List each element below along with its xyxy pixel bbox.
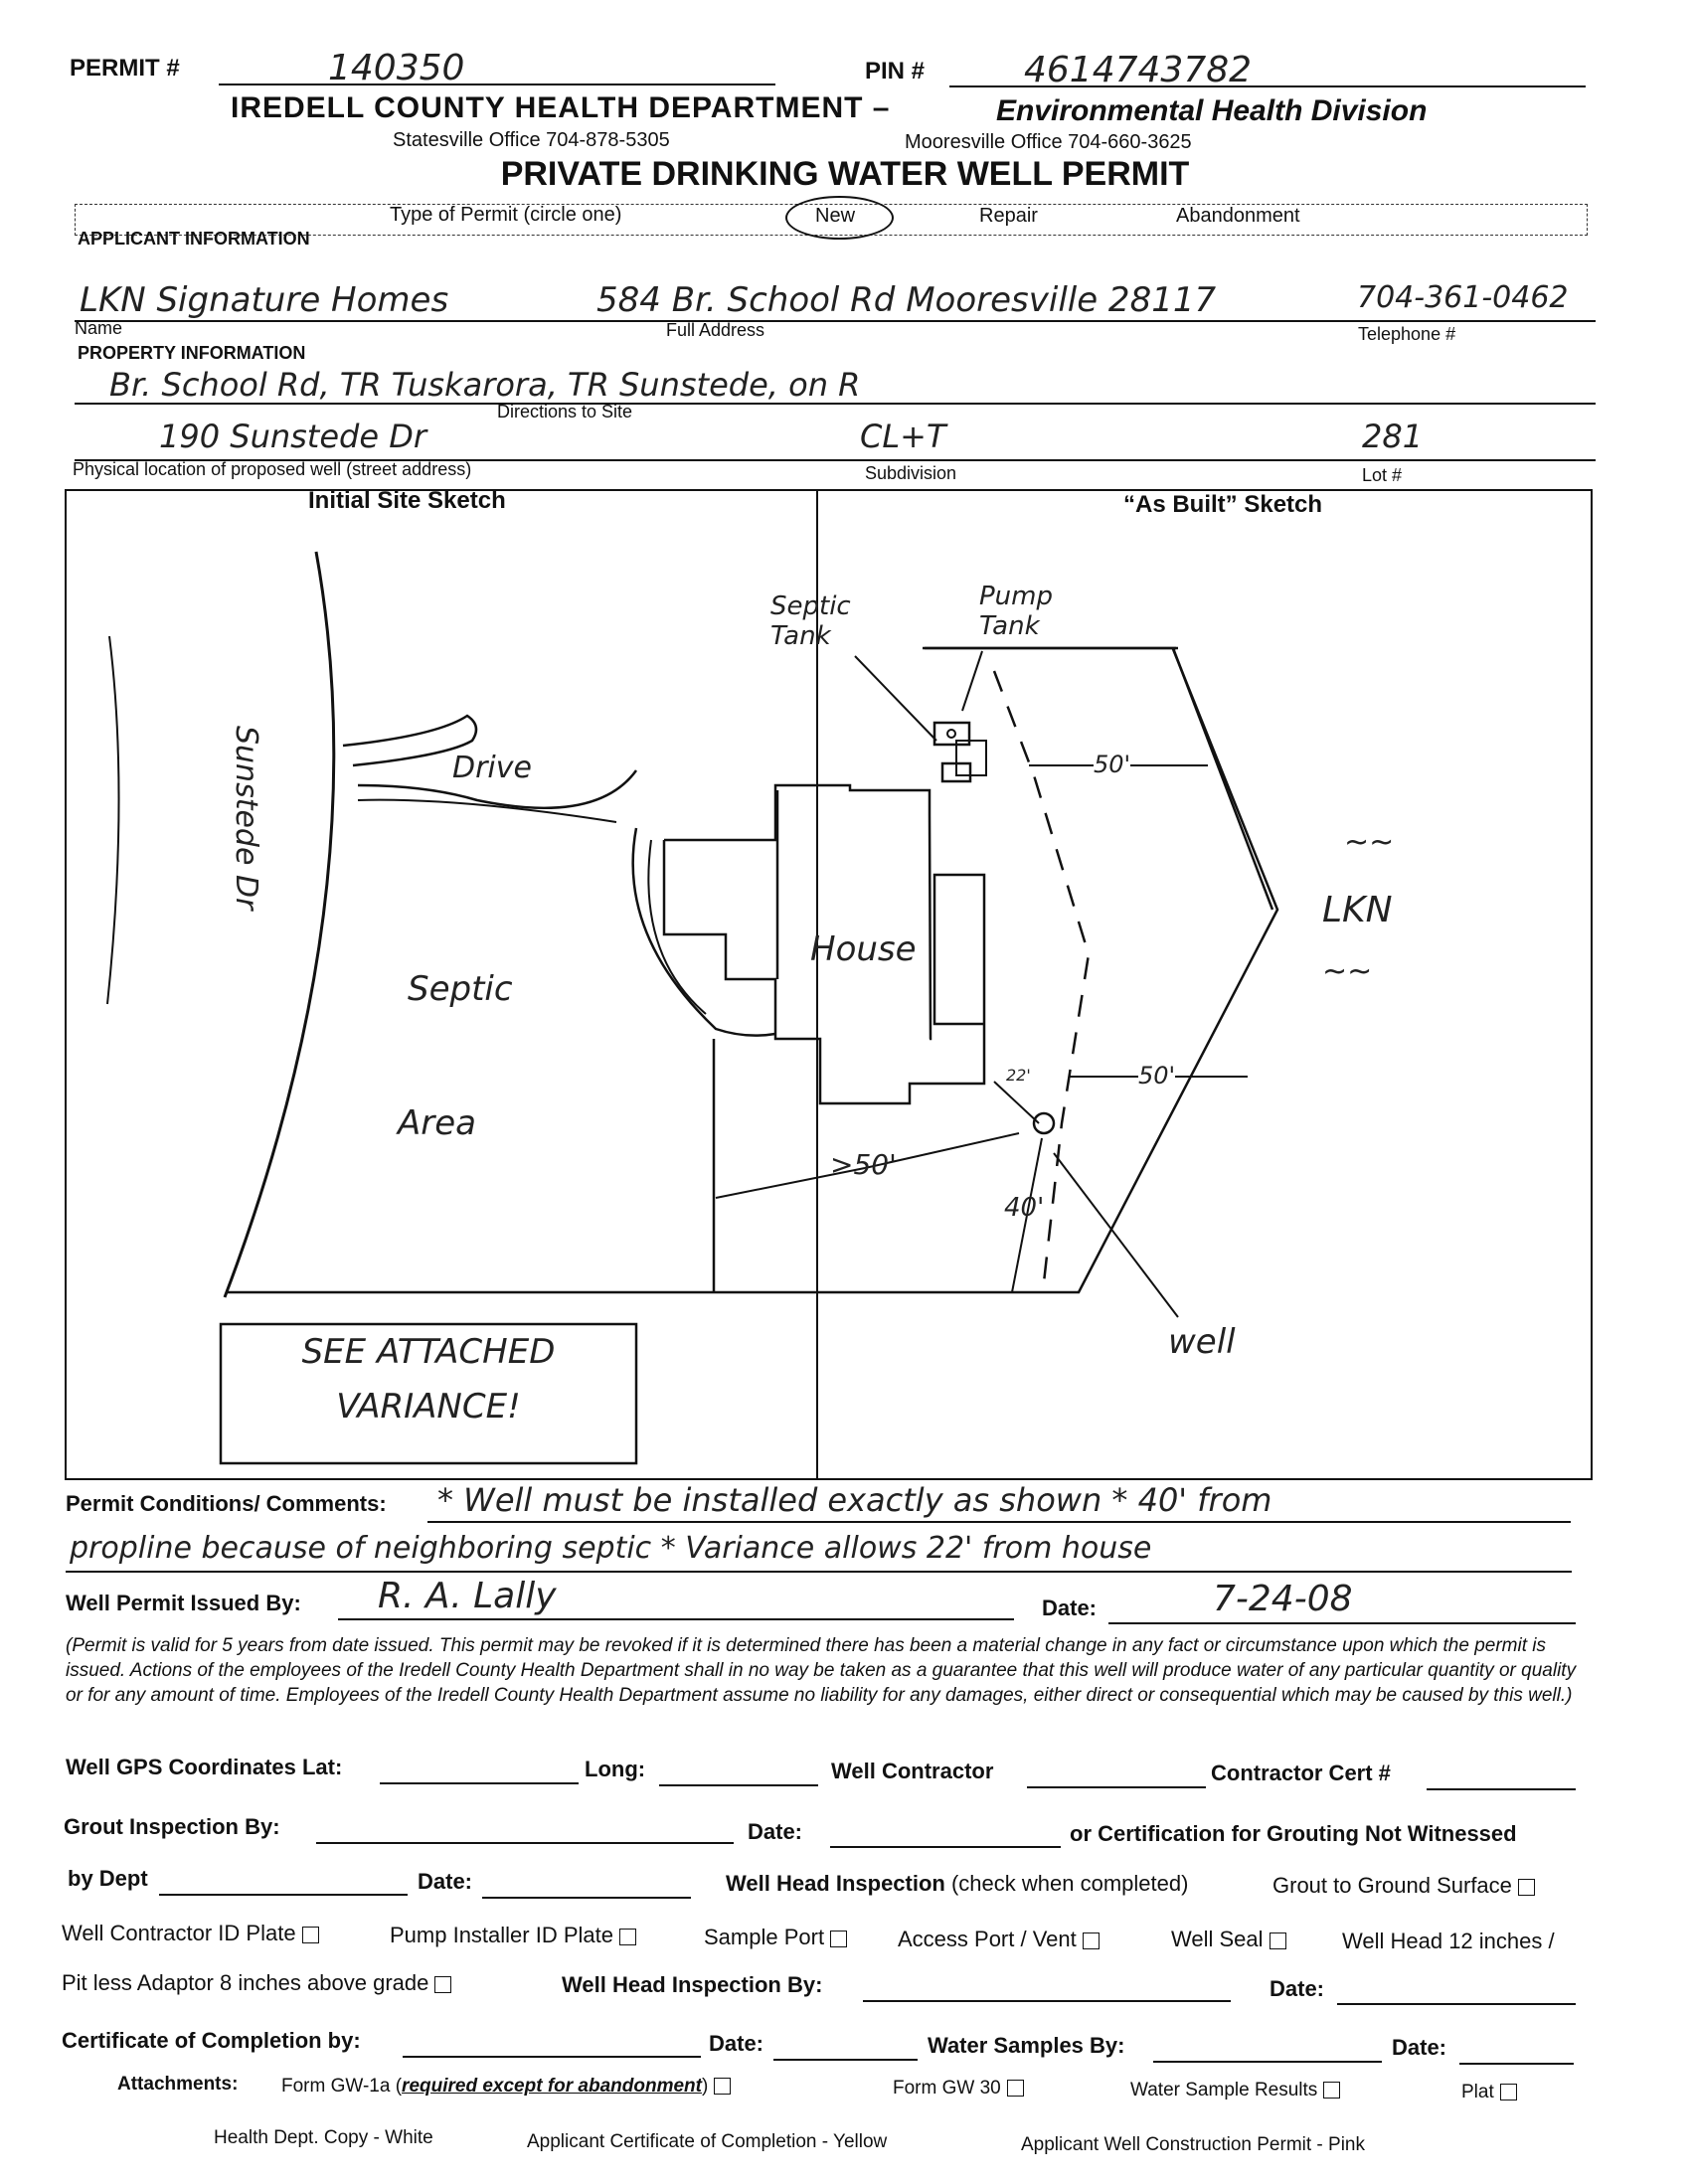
water-wave-1: ~~ [1344, 825, 1395, 860]
water-samples-label: Water Samples By: [928, 2033, 1125, 2058]
gw30-checkbox[interactable] [1007, 2080, 1024, 2097]
dist-gt50: >50' [830, 1148, 897, 1181]
lot-label: Lot # [1362, 465, 1403, 485]
drive-label: Drive [452, 751, 532, 785]
access-port-check[interactable] [898, 1927, 1100, 1952]
gw1a-prefix: Form GW-1a ( [281, 2076, 403, 2097]
grout-surface-label: Grout to Ground Surface [1272, 1873, 1512, 1898]
grout-inspection-label: Grout Inspection By: [64, 1814, 280, 1839]
asbuilt-sketch-title: “As Built” Sketch [1123, 491, 1323, 518]
well-seal-check[interactable] [1171, 1927, 1286, 1952]
grout-inspection-field[interactable] [316, 1842, 734, 1844]
water-wave-2: ~~ [1322, 954, 1373, 989]
copy-health-dept: Health Dept. Copy - White [214, 2127, 433, 2148]
wellhead-inspection-label: Well Head Inspection [726, 1871, 945, 1896]
water-samples-field[interactable] [1153, 2061, 1382, 2063]
sample-port-label: Sample Port [704, 1925, 825, 1949]
dist-50-top: 50' [1094, 751, 1131, 778]
sample-port-check[interactable] [704, 1925, 847, 1950]
dist-22: 22' [1006, 1066, 1031, 1085]
variance-note-line2: VARIANCE! [336, 1387, 521, 1427]
permit-type-abandonment[interactable]: Abandonment [1176, 205, 1300, 227]
septic-tank-label: Septic Tank [770, 591, 851, 651]
pump-tank-label: Pump Tank [979, 582, 1053, 641]
gps-lat-label: Well GPS Coordinates Lat: [66, 1755, 343, 1779]
issued-by-label: Well Permit Issued By: [66, 1591, 301, 1615]
property-subdivision[interactable]: CL+T [860, 418, 946, 455]
form-title: PRIVATE DRINKING WATER WELL PERMIT [500, 155, 1190, 193]
by-dept-field[interactable] [159, 1894, 408, 1896]
wh-inspection-by-label: Well Head Inspection By: [562, 1972, 823, 1997]
house-label: House [810, 929, 917, 969]
water-results-checkbox[interactable] [1323, 2082, 1340, 2099]
grout-surface-check[interactable] [1272, 1873, 1535, 1899]
contractor-plate-check[interactable] [62, 1921, 319, 1946]
plat-check[interactable] [1461, 2082, 1517, 2103]
by-dept-date-field[interactable] [482, 1897, 691, 1899]
issued-date-underline [1108, 1622, 1576, 1624]
gw30-label: Form GW 30 [893, 2078, 1001, 2099]
permit-type-repair[interactable]: Repair [979, 205, 1038, 227]
conditions-line1[interactable]: * Well must be installed exactly as shown * 40' from [437, 1481, 1272, 1519]
pitless-check[interactable] [62, 1970, 451, 1996]
gps-long-field[interactable] [659, 1784, 818, 1786]
attachments-label: Attachments: [117, 2074, 239, 2095]
pump-plate-check[interactable] [390, 1923, 636, 1948]
location-label: Physical location of proposed well (street address) [73, 459, 472, 479]
pitless-label: Pit less Adaptor 8 inches above grade [62, 1970, 429, 1995]
issued-date-value[interactable]: 7-24-08 [1213, 1579, 1353, 1619]
well-contractor-field[interactable] [1027, 1786, 1206, 1788]
wh-inspection-date-field[interactable] [1337, 2003, 1576, 2005]
gw1a-required: required except for abandonment [402, 2076, 702, 2097]
sample-port-checkbox[interactable] [830, 1931, 847, 1947]
by-dept-label: by Dept [68, 1866, 148, 1891]
dist-50-mid: 50' [1138, 1062, 1176, 1090]
water-results-label: Water Sample Results [1130, 2080, 1318, 2100]
well-seal-label: Well Seal [1171, 1927, 1264, 1951]
water-samples-date-field[interactable] [1459, 2063, 1574, 2065]
well-seal-checkbox[interactable] [1270, 1932, 1286, 1949]
grout-date-label: Date: [748, 1819, 803, 1844]
property-directions[interactable]: Br. School Rd, TR Tuskarora, TR Sunstede, on R [109, 366, 861, 404]
wellhead-inspection-note: (check when completed) [950, 1871, 1189, 1896]
applicant-phone[interactable]: 704-361-0462 [1357, 280, 1569, 315]
road-edge-right [225, 552, 334, 1297]
gps-lat-field[interactable] [380, 1782, 579, 1784]
variance-note-line1: SEE ATTACHED [301, 1332, 556, 1372]
permit-number-label: PERMIT # [70, 55, 180, 82]
water-samples-date-label: Date: [1392, 2035, 1447, 2060]
pin-value[interactable]: 4614743782 [1024, 50, 1253, 90]
property-line [227, 648, 1277, 1292]
property-lot[interactable]: 281 [1362, 418, 1424, 455]
plat-checkbox[interactable] [1500, 2084, 1517, 2100]
contractor-cert-field[interactable] [1427, 1788, 1576, 1790]
permit-type-new[interactable]: New [815, 205, 856, 227]
area-label: Area [398, 1103, 476, 1143]
statesville-office: Statesville Office 704-878-5305 [393, 129, 670, 151]
access-port-checkbox[interactable] [1083, 1932, 1100, 1949]
wh-inspection-date-label: Date: [1270, 1976, 1325, 2001]
initial-sketch-title: Initial Site Sketch [308, 487, 506, 514]
property-street-address[interactable]: 190 Sunstede Dr [159, 418, 426, 455]
well-label: well [1168, 1322, 1236, 1362]
property-section-label: PROPERTY INFORMATION [78, 343, 306, 363]
permit-type-label: Type of Permit (circle one) [390, 204, 622, 226]
gw30-check[interactable] [893, 2078, 1024, 2100]
gps-long-label: Long: [585, 1757, 646, 1781]
road-edge-left [107, 636, 119, 1004]
pump-plate-label: Pump Installer ID Plate [390, 1923, 613, 1947]
completion-by-label: Certificate of Completion by: [62, 2028, 361, 2053]
setback-dashed-line [994, 671, 1089, 1282]
contractor-cert-label: Contractor Cert # [1211, 1761, 1391, 1785]
conditions-underline1 [427, 1521, 1571, 1523]
well-contractor-label: Well Contractor [831, 1759, 994, 1783]
house-outline [664, 785, 931, 1039]
wh-inspection-by-field[interactable] [863, 2000, 1231, 2002]
pitless-checkbox[interactable] [434, 1976, 451, 1993]
issued-by-underline [338, 1618, 1014, 1620]
pump-plate-checkbox[interactable] [619, 1929, 636, 1945]
dist-40: 40' [1004, 1193, 1045, 1223]
directions-label: Directions to Site [497, 402, 633, 421]
applicant-name[interactable]: LKN Signature Homes [80, 280, 449, 320]
applicant-section-label: APPLICANT INFORMATION [78, 229, 310, 249]
copy-applicant-cert: Applicant Certificate of Completion - Yellow [527, 2131, 888, 2152]
grout-surface-checkbox[interactable] [1518, 1879, 1535, 1896]
lkn-label: LKN [1322, 890, 1393, 930]
road-label: Sunstede Dr [229, 726, 263, 911]
department-name: IREDELL COUNTY HEALTH DEPARTMENT – [231, 91, 891, 124]
well-marker [1034, 1113, 1054, 1133]
plat-label: Plat [1461, 2082, 1494, 2102]
copy-applicant-permit: Applicant Well Construction Permit - Pink [1021, 2134, 1365, 2155]
permit-number-value[interactable]: 140350 [328, 48, 465, 88]
conditions-underline2 [66, 1571, 1572, 1573]
pin-label: PIN # [865, 58, 926, 84]
gw1a-suffix: ) [702, 2076, 709, 2097]
water-results-check[interactable] [1130, 2080, 1340, 2101]
issued-date-label: Date: [1042, 1596, 1098, 1620]
grout-date-field[interactable] [830, 1846, 1061, 1848]
completion-by-field[interactable] [403, 2056, 701, 2058]
applicant-phone-label: Telephone # [1358, 324, 1456, 344]
gw1a-checkbox[interactable] [714, 2078, 731, 2095]
subdivision-label: Subdivision [865, 463, 957, 483]
access-port-label: Access Port / Vent [898, 1927, 1077, 1951]
contractor-plate-checkbox[interactable] [302, 1927, 319, 1943]
completion-date-field[interactable] [773, 2059, 918, 2061]
division-name: Environmental Health Division [996, 94, 1428, 127]
by-dept-date-label: Date: [418, 1869, 473, 1894]
grout-cert-label: or Certification for Grouting Not Witnessed [1070, 1821, 1517, 1846]
conditions-line2[interactable]: propline because of neighboring septic * Variance allows 22' from house [70, 1531, 1152, 1566]
contractor-plate-label: Well Contractor ID Plate [62, 1921, 296, 1945]
conditions-label: Permit Conditions/ Comments: [66, 1491, 387, 1516]
mooresville-office: Mooresville Office 704-660-3625 [905, 131, 1192, 153]
applicant-name-label: Name [75, 318, 123, 338]
septic-label: Septic [408, 969, 513, 1009]
well-head-12-label: Well Head 12 inches / [1342, 1929, 1555, 1953]
completion-date-label: Date: [709, 2031, 764, 2056]
disclaimer-text: (Permit is valid for 5 years from date issued. This permit may be revoked if it is determined there has been a material change in any fact or circumstance upon which the permit is issued. Actions of the employees of the Iredell County Health Department shall in no way be taken as a guarantee that this well will produce water of any particular quantity or quality or for any amount of time. Employees of the Iredell County Health Department assume no liability for any damages, either direct or consequential which may be caused by this well.) [66, 1635, 1577, 1706]
wellhead-inspection-heading [726, 1871, 1188, 1897]
gw1a-check[interactable] [281, 2076, 731, 2098]
issued-by-signature[interactable]: R. A. Lally [378, 1576, 557, 1616]
applicant-address[interactable]: 584 Br. School Rd Mooresville 28117 [596, 280, 1217, 320]
applicant-address-label: Full Address [666, 320, 765, 340]
